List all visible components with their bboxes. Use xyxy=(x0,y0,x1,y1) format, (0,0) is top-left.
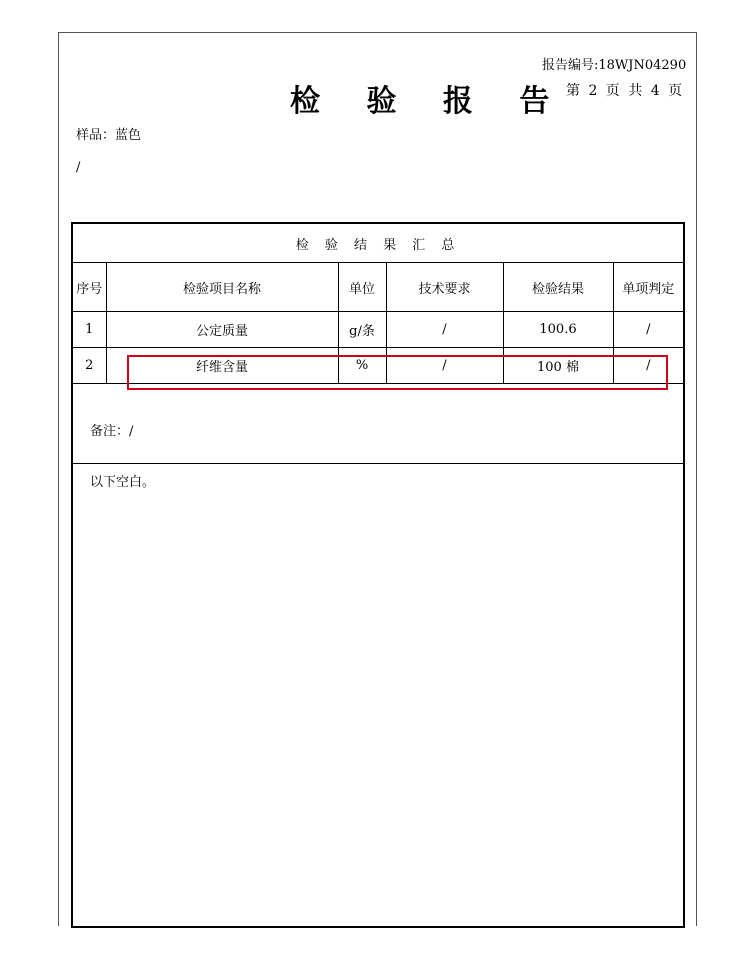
table-row xyxy=(73,348,683,384)
cell-unit: % xyxy=(338,348,386,384)
results-summary-title: 检 验 结 果 汇 总 xyxy=(73,224,683,263)
cell-judgement: / xyxy=(613,348,683,384)
column-header-requirement: 技术要求 xyxy=(386,263,503,312)
blank-below-note: 以下空白。 xyxy=(90,475,156,490)
column-header-index: 序号 xyxy=(73,263,106,312)
table-row xyxy=(73,312,683,348)
column-header-result: 检验结果 xyxy=(503,263,613,312)
cell-requirement: / xyxy=(386,312,503,348)
sample-label: 样品：蓝色 xyxy=(76,128,142,143)
column-header-judgement: 单项判定 xyxy=(613,263,683,312)
column-header-item-name: 检验项目名称 xyxy=(106,263,338,312)
column-header-unit: 单位 xyxy=(338,263,386,312)
remark-text: 备注：/ xyxy=(90,424,134,439)
results-table xyxy=(73,224,683,384)
cell-result: 100 棉 xyxy=(503,348,613,384)
cell-judgement: / xyxy=(613,312,683,348)
cell-item-name: 公定质量 xyxy=(106,312,338,348)
page-title: 检 验 报 告 xyxy=(290,84,568,119)
results-summary-box xyxy=(71,222,685,928)
table-header-row xyxy=(73,263,683,312)
cell-requirement: / xyxy=(386,348,503,384)
cell-index: 2 xyxy=(73,348,106,384)
report-number: 报告编号:18WJN04290 xyxy=(542,58,687,73)
cell-unit: g/条 xyxy=(338,312,386,348)
cell-item-name: 纤维含量 xyxy=(106,348,338,384)
cell-index: 1 xyxy=(73,312,106,348)
sample-note: / xyxy=(76,160,81,175)
remark-section xyxy=(73,390,683,464)
cell-result: 100.6 xyxy=(503,312,613,348)
page-counter: 第 2 页 共 4 页 xyxy=(566,83,683,99)
